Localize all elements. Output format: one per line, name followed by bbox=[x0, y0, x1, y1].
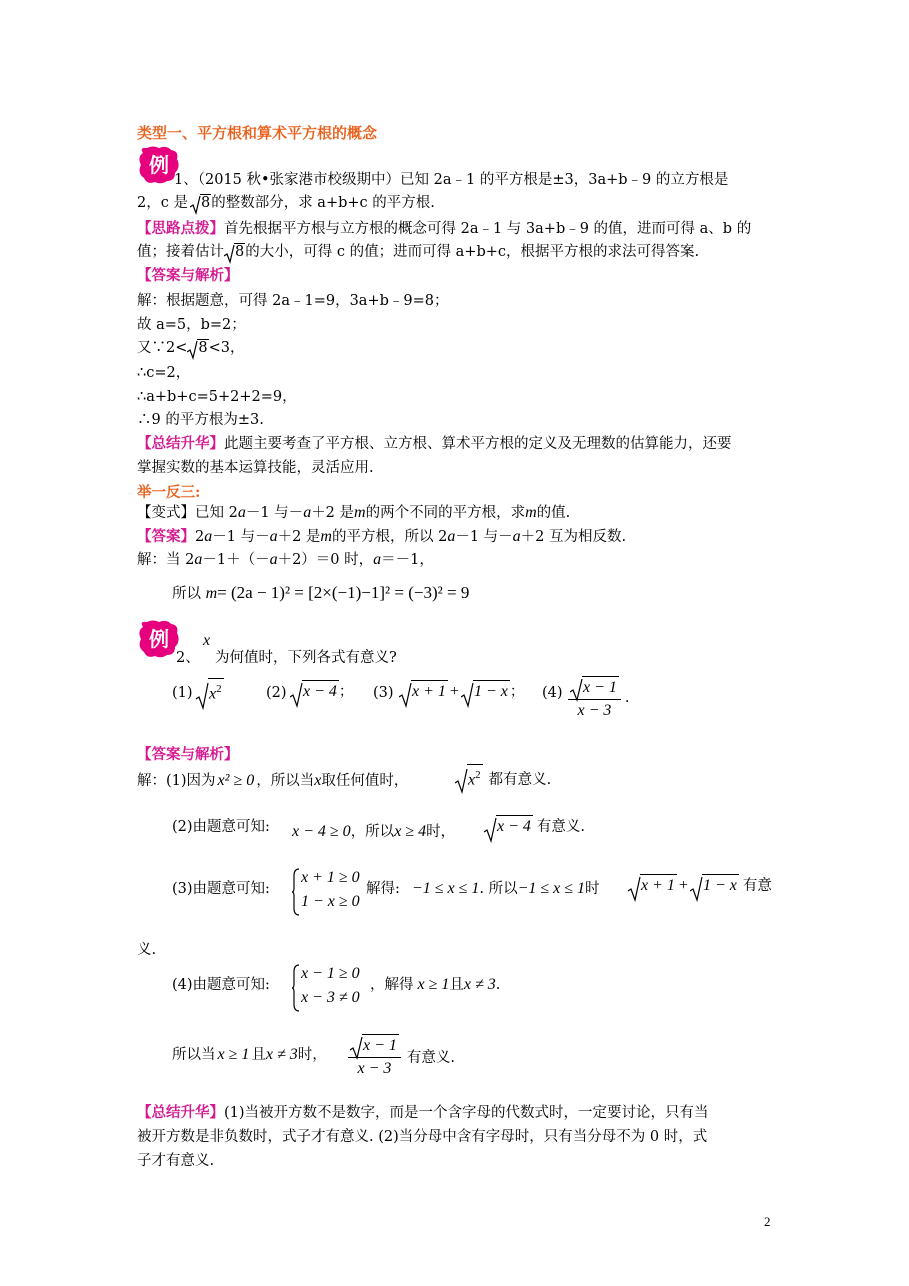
variant-solution-line1: 解：当 2a－1＋（－a＋2）＝0 时，a＝－1， bbox=[137, 551, 434, 568]
sol1-line3: 又∵2< 8<3， bbox=[137, 340, 245, 356]
expr-3-label: (3) bbox=[373, 685, 394, 701]
sol1-line6: ∴9 的平方根为±3. bbox=[137, 412, 264, 428]
sol2-line2-body: x − 4 ≥ 0，所以x ≥ 4时， bbox=[292, 823, 456, 840]
expr-1-sqrt: $x^2$ bbox=[196, 678, 224, 703]
expr-3-sqrt: x + 1 + 1 − x ； bbox=[399, 680, 524, 701]
sol2-line1: 解：(1)因为 x² ≥ 0 ，所以当x取任何值时， bbox=[137, 772, 409, 789]
expr-1-label: (1) bbox=[172, 685, 193, 701]
expr-2-sqrt: x − 4 ； bbox=[290, 680, 353, 701]
sqrt-8: 8 bbox=[190, 195, 211, 211]
example-badge-icon bbox=[137, 619, 181, 659]
sol1-line4: ∴c=2， bbox=[137, 365, 191, 381]
answer-heading-2: 【答案与解析】 bbox=[137, 746, 239, 763]
sol1-line1: 解：根据题意，可得 2a﹣1=9，3a+b﹣9=8； bbox=[137, 293, 449, 309]
sol2-line4-label: (4)由题意可知: bbox=[172, 977, 270, 993]
summary2-line1: 【总结升华】(1)当被开方数不是数字，而是一个含字母的代数式时，一定要讨论，只有当 bbox=[137, 1104, 709, 1121]
svg-text:例: 例 bbox=[149, 155, 169, 177]
sol2-line5: 所以当 x ≥ 1 且x ≠ 3时， bbox=[172, 1046, 327, 1063]
sol1-line2: 故 a=5，b=2； bbox=[137, 317, 246, 333]
sol2-line3-body: 解得: −1 ≤ x ≤ 1. 所以−1 ≤ x ≤ 1时 bbox=[366, 880, 600, 897]
sol2-line5-fraction: $\frac{x - 1}{x - 3}$ 有意义. bbox=[348, 1034, 455, 1078]
sol2-line2-label: (2)由题意可知: bbox=[172, 819, 270, 835]
expr-4-label: (4) bbox=[542, 685, 563, 701]
sol2-line4-system: x − 1 ≥ 0 x − 3 ≠ 0 bbox=[292, 962, 360, 1010]
answer-heading-1: 【答案与解析】 bbox=[137, 267, 239, 284]
page-number: 2 bbox=[764, 1214, 771, 1229]
sol2-line2-sqrt: x − 4 有意义. bbox=[484, 815, 585, 836]
example1-line1: 1、（2015 秋•张家港市校级期中）已知 2a﹣1 的平方根是±3，3a+b﹣9 的立方根是 bbox=[174, 172, 729, 188]
example2-variable: x bbox=[203, 632, 211, 649]
sol2-line4-body: ，解得 x ≥ 1且x ≠ 3. bbox=[370, 976, 501, 993]
variant-answer-line: 【答案】2a－1 与－a＋2 是m的平方根，所以 2a－1 与－a＋2 互为相反数. bbox=[137, 528, 627, 545]
example1-line2: 2，c 是 8的整数部分，求 a+b+c 的平方根. bbox=[137, 195, 435, 211]
svg-text:例: 例 bbox=[149, 629, 169, 651]
sol1-line5: ∴a+b+c=5+2+2=9， bbox=[137, 389, 297, 405]
summary2-line3: 子才有意义. bbox=[137, 1153, 215, 1169]
section-title: 类型一、平方根和算术平方根的概念 bbox=[137, 124, 378, 142]
sol2-line3-sqrt: x + 1 + 1 − x 有意 bbox=[628, 874, 772, 895]
expr-4-fraction: $\frac{x - 1}{x - 3}$ . bbox=[568, 676, 630, 720]
sol2-line3-system: x + 1 ≥ 0 1 − x ≥ 0 bbox=[292, 866, 360, 914]
example2-num: 2、 bbox=[176, 650, 200, 666]
sol2-line3-end: 义. bbox=[137, 942, 157, 958]
practice-title: 举一反三: bbox=[137, 484, 201, 501]
summary2-line2: 被开方数是非负数时，式子才有意义. (2)当分母中含有字母时，只有当分母不为 0 时，式 bbox=[137, 1129, 708, 1145]
variant-solution-line2: 所以 m= (2a − 1)² = [2×(−1)−1]² = (−3)² = 9 bbox=[172, 583, 470, 602]
summary1-line2: 掌握实数的基本运算技能，灵活应用. bbox=[137, 460, 374, 476]
sol2-line1-sqrt: $x^2$ 都有意义. bbox=[455, 764, 551, 789]
variant-line: 【变式】已知 2a－1 与－a＋2 是m的两个不同的平方根，求m的值. bbox=[137, 504, 571, 521]
summary1-line1: 【总结升华】此题主要考查了平方根、立方根、算术平方根的定义及无理数的估算能力，还要 bbox=[137, 435, 732, 452]
hint-line2: 值；接着估计 8的大小，可得 c 的值；进而可得 a+b+c，根据平方根的求法可得答案. bbox=[137, 244, 700, 260]
example2-question: 为何值时，下列各式有意义? bbox=[215, 650, 397, 666]
sol2-line3-label: (3)由题意可知: bbox=[172, 881, 270, 897]
hint-line1: 【思路点拨】首先根据平方根与立方根的概念可得 2a﹣1 与 3a+b﹣9 的值，进而可得 a、b 的 bbox=[137, 220, 752, 237]
expr-2-label: (2) bbox=[266, 685, 287, 701]
